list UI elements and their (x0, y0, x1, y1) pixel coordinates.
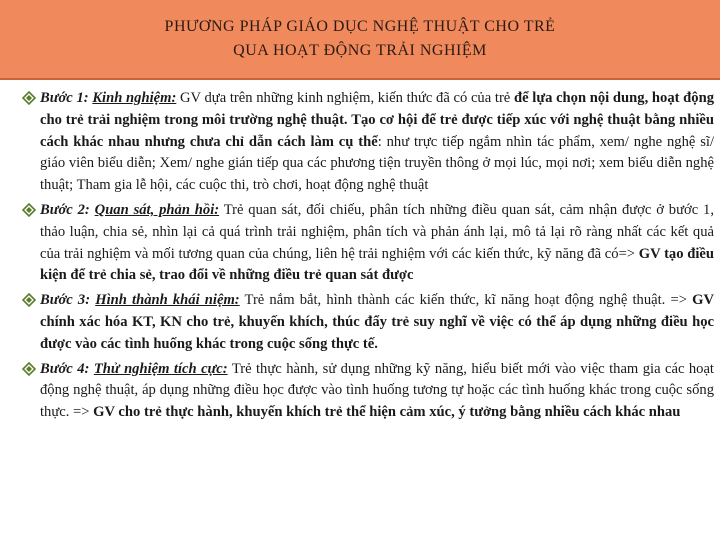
step-description-tail: : như trực tiếp ngắm nhìn tác phẩm, xem/ nghe nghệ sĩ/ giáo viên biểu diễn; Xem/ nghe gián tiếp qua các phương tiện truyền thông ở mọi lúc, mọi nơi; xem biểu diễn nghệ thuật; Tham gia lễ hội, các cuộc thi, trò chơi, hoạt động nghệ thuật (40, 133, 714, 194)
step-emphasis: GV cho trẻ thực hành, khuyến khích trẻ thể hiện cảm xúc, ý tưởng bằng nhiều cách khác nhau (93, 404, 681, 421)
step-emphasis: để lựa chọn nội dung, hoạt động cho trẻ trải nghiệm trong môi trường nghệ thuật. Tạo cơ hội để trẻ được tiếp xúc với nghệ thuật bằng nhiều cách khác nhau nhưng chưa chỉ dẫn cách làm cụ thể (40, 90, 714, 150)
step-label: Bước 4: (40, 360, 94, 377)
step-text (40, 359, 714, 424)
step-label-underlined: Kinh nghiệm: (92, 90, 177, 106)
step-label-underlined: Hình thành khái niệm: (95, 292, 240, 309)
steps-list (22, 88, 714, 427)
step-emphasis: GV chính xác hóa KT, KN cho trẻ, khuyến khích, thúc đẩy trẻ suy nghĩ về việc có thể áp dụng những điều học được vào các tình huống khác trong cuộc sống thực tế. (40, 292, 714, 352)
step-item (22, 290, 714, 355)
step-description: GV dựa trên những kinh nghiệm, kiến thức đã có của trẻ (176, 90, 514, 106)
step-label: Bước 1: (40, 90, 93, 106)
step-description: Trẻ nắm bắt, hình thành các kiến thức, kĩ năng hoạt động nghệ thuật. => (239, 292, 693, 309)
step-text (40, 200, 714, 287)
diamond-bullet-icon (22, 91, 36, 105)
title-banner (0, 0, 720, 80)
step-emphasis: GV tạo điều kiện để trẻ chia sẻ, trao đổi về những điều trẻ quan sát được (40, 245, 714, 284)
step-label: Bước 2: (40, 201, 95, 218)
page-title-line-2: QUA HOẠT ĐỘNG TRẢI NGHIỆM (233, 42, 487, 59)
step-label: Bước 3: (40, 292, 96, 309)
diamond-bullet-icon (22, 293, 36, 307)
diamond-bullet-icon (22, 203, 36, 217)
step-label-underlined: Thử nghiệm tích cực: (93, 360, 228, 377)
step-item (22, 88, 714, 197)
step-item (22, 359, 714, 424)
page-title-line-1: PHƯƠNG PHÁP GIÁO DỤC NGHỆ THUẬT CHO TRẺ (164, 18, 556, 35)
step-text (40, 88, 714, 197)
step-description: Trẻ thực hành, sử dụng những kỹ năng, hiểu biết mới vào việc tham gia các hoạt động nghệ thuật, áp dụng những điều học được vào tình huống tương tự hoặc các tình huống khác trong cuộc sống thực. => (40, 360, 714, 421)
step-text (40, 290, 714, 355)
diamond-bullet-icon (22, 362, 36, 376)
step-description: Trẻ quan sát, đối chiếu, phân tích những điều quan sát, cảm nhận được ở bước 1, thảo luận, chia sẻ, nhìn lại cả quá trình trải nghiệm, phân tích và phản ánh lại, mô tả lại rõ ràng nhất các kết quả của trải nghiệm và mối tương quan của chúng, liên hệ trải nghiệm với các kiến thức, kỹ năng đã có=> (40, 201, 714, 262)
step-label-underlined: Quan sát, phản hồi: (94, 201, 220, 218)
step-item (22, 200, 714, 287)
